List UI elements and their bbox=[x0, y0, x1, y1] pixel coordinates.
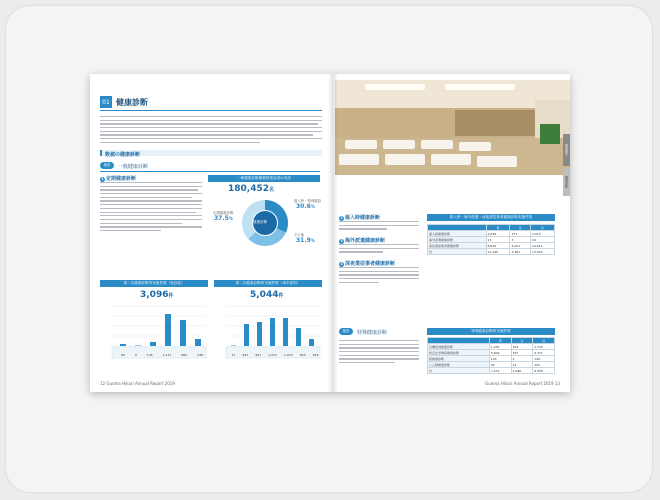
chart1-value-row: 89 9 145 1,117 882 238 bbox=[121, 353, 203, 357]
table2: 男 女 計 有機溶剤健康診断 1,435 304 1,739 特定化学物質健康診断 5,604 767 6,371 鉛健康診断 143 3 146 じん肺健康診断 90 12 102 計 7,272 1,086 8,358 bbox=[427, 337, 555, 374]
chart2-bars bbox=[214, 302, 322, 360]
section-rule bbox=[100, 110, 322, 111]
donut-right-bottom-pct: 31.9% bbox=[296, 237, 315, 244]
table-row: 海外派遣健康診断 13 3 16 bbox=[428, 237, 555, 243]
donut-left-pct: 37.5% bbox=[214, 215, 233, 222]
chart2-title: 第二次健康診断等実施件数（単年度別） bbox=[214, 280, 322, 287]
table-row: 有機溶剤健康診断 1,435 304 1,739 bbox=[428, 344, 555, 350]
item-night-work-exam: 4 深夜業従事者健康診断 bbox=[340, 261, 396, 267]
section-title: 健康診断 bbox=[116, 97, 148, 107]
sub-section-title: 数値の健康診断 bbox=[105, 151, 141, 158]
donut-right-top-pct: 30.6% bbox=[296, 203, 315, 210]
donut-center-label: 健康診断 bbox=[253, 220, 268, 224]
chart1-title: 第二次健康診断等実施件数（受診数） bbox=[100, 280, 208, 287]
special-exam-text bbox=[339, 340, 419, 366]
category-pill: 施設 bbox=[100, 162, 114, 169]
donut-right-top-label: 雇入時・特殊健診 bbox=[294, 199, 322, 203]
item-overseas-exam: 3 海外派遣健康診断 bbox=[340, 238, 386, 244]
chart1-bars bbox=[100, 302, 208, 360]
table-row: 深夜業従事者健康診断 8,620 2,001 10,621 bbox=[428, 243, 555, 249]
right-footer: Gunma Hikari Annual Report 2019 13 bbox=[485, 381, 560, 386]
item-regular-exam: 1 定期健康診断 bbox=[101, 176, 137, 182]
table-row: 雇入時健康診断 2,536 377 2,913 bbox=[428, 231, 555, 237]
spread-gutter bbox=[328, 74, 338, 392]
table1: 男 女 計 雇入時健康診断 2,536 377 2,913 海外派遣健康診断 13 3 16 深夜業従事者健康診断 8,620 2,001 10,621 計 11,169 2,381 13,550 bbox=[427, 224, 555, 255]
table1-title: 雇入時・海外派遣・深夜業従事者健康診断実施件数 bbox=[427, 214, 555, 221]
table-row: 計 7,272 1,086 8,358 bbox=[428, 368, 555, 374]
section-number: 01 bbox=[100, 96, 112, 108]
table-row: 鉛健康診断 143 3 146 bbox=[428, 356, 555, 362]
item2-text bbox=[339, 221, 419, 232]
left-page bbox=[90, 74, 330, 392]
special-category-pill: 施設 bbox=[339, 328, 353, 335]
chart2-total: 5,044件 bbox=[250, 290, 284, 300]
chart2-value-row: 17 847 907 1,071 1,074 693 252 bbox=[231, 353, 319, 357]
chart1-total: 3,096件 bbox=[140, 290, 174, 300]
right-page bbox=[335, 74, 570, 392]
donut-left-label: 定期健康診断 bbox=[213, 211, 234, 215]
intro-text bbox=[100, 116, 322, 146]
general-exam-heading: 一般健康診断 bbox=[118, 164, 149, 170]
table-row: じん肺健康診断 90 12 102 bbox=[428, 362, 555, 368]
left-footer: 12 Gunma Hikari Annual Report 2019 bbox=[100, 381, 175, 386]
table-row: 特定化学物質健康診断 5,604 767 6,371 bbox=[428, 350, 555, 356]
magazine-spread bbox=[90, 74, 570, 392]
tab-health-check: 健康診断 bbox=[563, 168, 570, 196]
item-hiring-exam: 2 雇入時健康診断 bbox=[340, 215, 381, 221]
special-exam-heading: 特殊健康診断 bbox=[357, 330, 388, 336]
table-row: 計 11,169 2,381 13,550 bbox=[428, 249, 555, 255]
donut-right-bottom-label: その他 bbox=[294, 233, 305, 237]
item1-text bbox=[100, 182, 202, 234]
donut-total: 180,452名 bbox=[228, 184, 275, 194]
item4-text bbox=[339, 267, 419, 285]
tab-business: 事業紹介 bbox=[563, 134, 570, 166]
clinic-lobby-photo bbox=[335, 80, 570, 175]
donut-box-title: 一般健康診断種類別受診者の内訳 bbox=[208, 175, 320, 182]
item3-text bbox=[339, 244, 419, 255]
table2-title: 特殊健康診断等実施件数 bbox=[427, 328, 555, 335]
heading-rule bbox=[100, 171, 320, 172]
